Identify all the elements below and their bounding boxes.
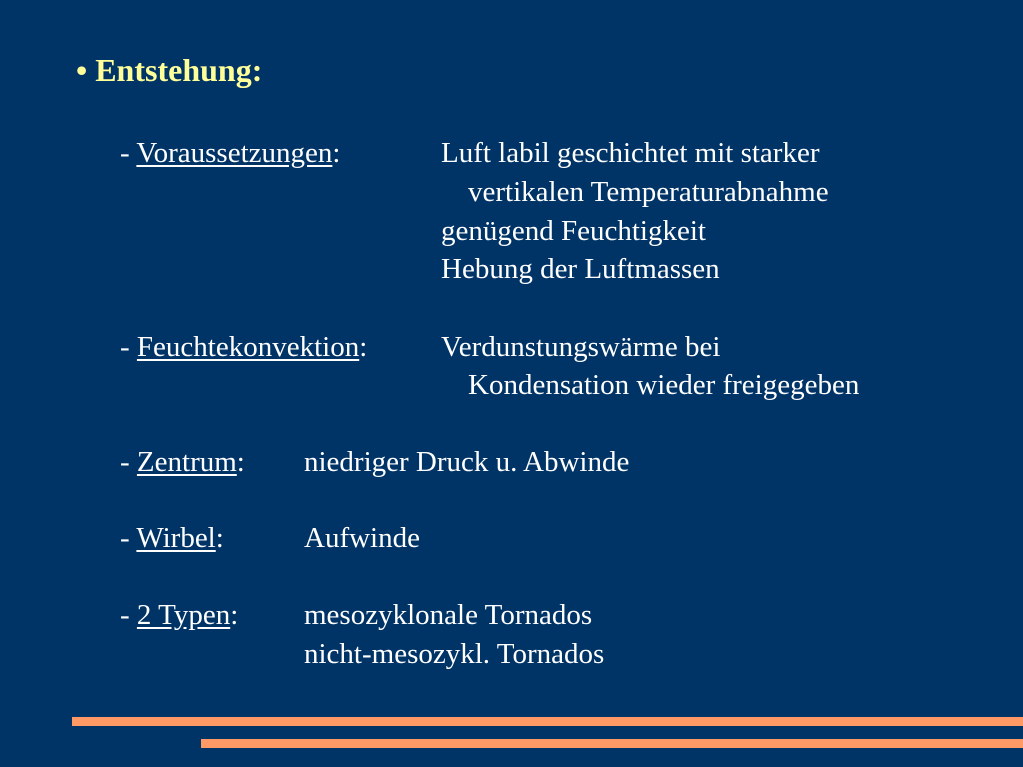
typen-line-2: nicht-mesozykl. Tornados bbox=[304, 638, 605, 670]
voraussetzungen-line-2: vertikalen Temperaturabnahme bbox=[468, 176, 829, 208]
label-colon: : bbox=[236, 446, 245, 478]
feuchtekonvektion-label: Feuchtekonvektion bbox=[136, 331, 360, 363]
label-colon: : bbox=[359, 331, 368, 363]
label-colon: : bbox=[230, 599, 239, 631]
voraussetzungen-line-3: genügend Feuchtigkeit bbox=[441, 215, 706, 247]
zentrum-line-1: niedriger Druck u. Abwinde bbox=[304, 446, 630, 478]
voraussetzungen-label: Voraussetzungen bbox=[136, 137, 333, 169]
bullet-dash: - bbox=[120, 137, 137, 169]
wirbel-line-1: Aufwinde bbox=[304, 522, 420, 554]
bullet-dash: - bbox=[120, 331, 137, 363]
accent-bar-bottom bbox=[201, 739, 1023, 748]
label-colon: : bbox=[215, 522, 224, 554]
typen-label: 2 Typen bbox=[136, 599, 231, 631]
typen-line-1: mesozyklonale Tornados bbox=[304, 599, 593, 631]
feuchtekonvektion-line-1: Verdunstungswärme bei bbox=[441, 331, 721, 363]
bullet-dash: - bbox=[120, 522, 137, 554]
zentrum-heading bbox=[120, 443, 245, 481]
label-colon: : bbox=[332, 137, 341, 169]
voraussetzungen-line-1: Luft labil geschichtet mit starker bbox=[441, 137, 820, 169]
slide-title: • Entstehung: bbox=[76, 52, 263, 88]
feuchtekonvektion-heading bbox=[120, 328, 367, 366]
accent-bar-top bbox=[72, 717, 1023, 726]
typen-heading bbox=[120, 596, 238, 634]
bullet-dash: - bbox=[120, 599, 137, 631]
voraussetzungen-line-4: Hebung der Luftmassen bbox=[441, 253, 720, 285]
wirbel-heading bbox=[120, 519, 224, 557]
bullet-dash: - bbox=[120, 446, 137, 478]
wirbel-label: Wirbel bbox=[136, 522, 216, 554]
zentrum-label: Zentrum bbox=[136, 446, 237, 478]
voraussetzungen-heading bbox=[120, 134, 340, 172]
feuchtekonvektion-line-2: Kondensation wieder freigegeben bbox=[468, 369, 860, 401]
